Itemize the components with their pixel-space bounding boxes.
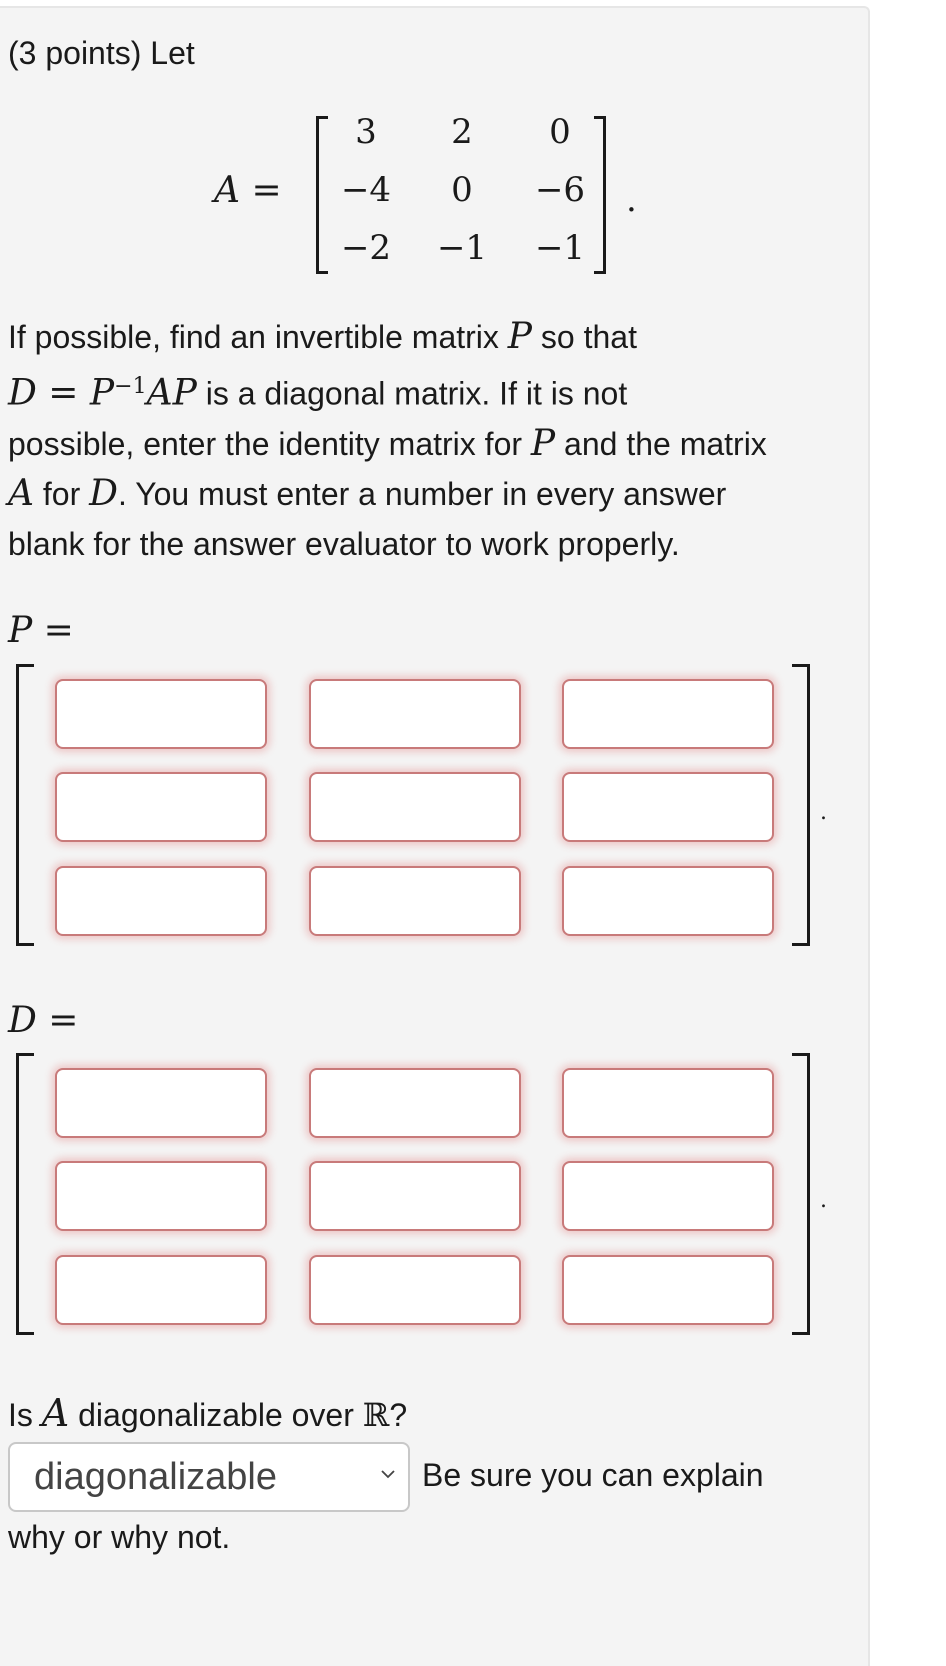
p-entry-r1-c1-input[interactable] (55, 679, 267, 749)
d-entry-r2-c3-input[interactable] (562, 1161, 774, 1231)
matrix-a-lhs: A = (214, 170, 282, 211)
select-value: diagonalizable (34, 1456, 277, 1498)
p-label: P = (8, 610, 74, 651)
d-entry-r3-c1-input[interactable] (55, 1255, 267, 1325)
matrix-a-period: . (626, 180, 637, 220)
p-entry-r2-c3-input[interactable] (562, 772, 774, 842)
instruction-line-2: $D = P^{-1}AP$ is a diagonal matrix. If it is not (8, 372, 628, 414)
p-entry-r1-c2-input[interactable] (309, 679, 521, 749)
p-period: . (820, 800, 827, 825)
explain-note-continued: why or why not. (8, 1519, 231, 1555)
matrix-a-entry: −6 (534, 170, 586, 210)
diagonalizable-select[interactable] (8, 1442, 410, 1512)
d-entry-r3-c2-input[interactable] (309, 1255, 521, 1325)
p-entry-r3-c3-input[interactable] (562, 866, 774, 936)
matrix-a-entry: −1 (436, 228, 488, 268)
matrix-a-entry: 2 (451, 112, 473, 152)
p-right-bracket (792, 664, 810, 946)
matrix-a-entry: 0 (549, 112, 571, 152)
p-left-bracket (16, 664, 34, 946)
matrix-a-entry: −2 (340, 228, 392, 268)
d-entry-r1-c3-input[interactable] (562, 1068, 774, 1138)
d-label: D = (8, 1000, 79, 1041)
d-entry-r1-c2-input[interactable] (309, 1068, 521, 1138)
points-label: (3 points) Let (8, 35, 195, 71)
p-entry-r2-c1-input[interactable] (55, 772, 267, 842)
p-entry-r3-c1-input[interactable] (55, 866, 267, 936)
instruction-line-5: blank for the answer evaluator to work properly. (8, 525, 680, 562)
d-entry-r1-c1-input[interactable] (55, 1068, 267, 1138)
matrix-a-entry: −1 (534, 228, 586, 268)
instruction-line-4: A for D. You must enter a number in every answer (8, 472, 727, 514)
p-entry-r2-c2-input[interactable] (309, 772, 521, 842)
d-left-bracket (16, 1053, 34, 1335)
p-entry-r3-c2-input[interactable] (309, 866, 521, 936)
instruction-line-1: If possible, find an invertible matrix P so that (8, 316, 637, 357)
explain-note: Be sure you can explain (422, 1457, 764, 1493)
matrix-a-entry: −4 (340, 170, 392, 210)
diagonalizable-question: Is A diagonalizable over ℝ? (8, 1391, 408, 1435)
matrix-a-entry: 0 (451, 170, 473, 210)
p-entry-r1-c3-input[interactable] (562, 679, 774, 749)
d-right-bracket (792, 1053, 810, 1335)
d-entry-r3-c3-input[interactable] (562, 1255, 774, 1325)
instruction-line-3: possible, enter the identity matrix for P and the matrix (8, 422, 767, 464)
d-entry-r2-c1-input[interactable] (55, 1161, 267, 1231)
d-period: . (820, 1188, 827, 1213)
chevron-down-icon (380, 1466, 396, 1482)
matrix-a-entry: 3 (355, 112, 377, 152)
instructions (8, 312, 858, 569)
d-entry-r2-c2-input[interactable] (309, 1161, 521, 1231)
